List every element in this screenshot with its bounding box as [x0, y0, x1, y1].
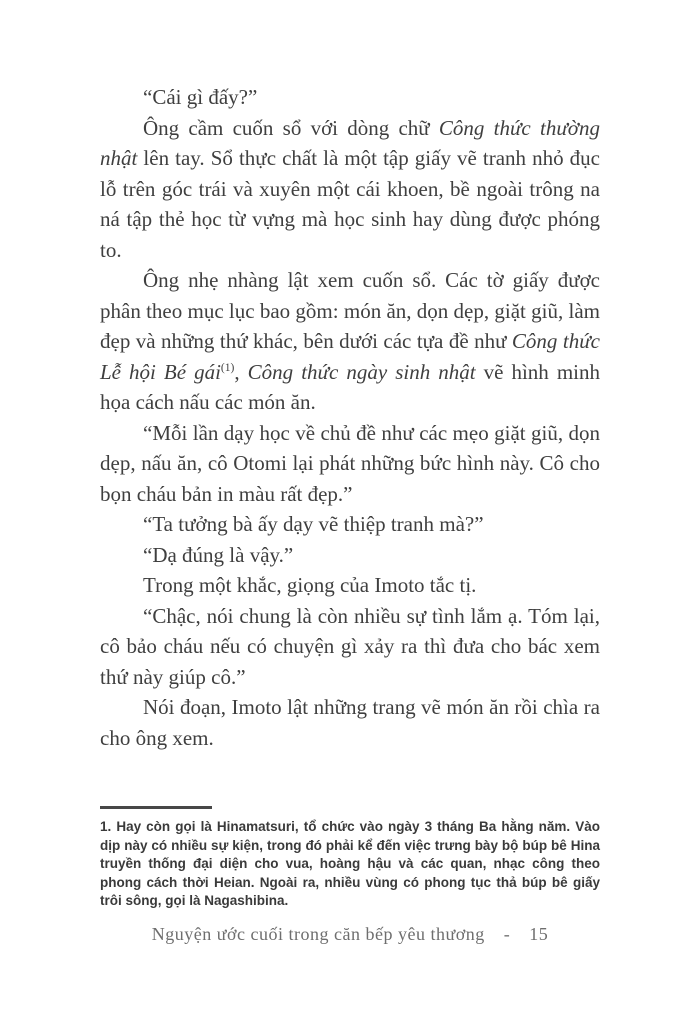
text-run: Nói đoạn, Imoto lật những trang vẽ món ăn rồi chìa ra cho ông xem. [100, 695, 600, 750]
text-run: Công thức ngày sinh nhật [247, 359, 476, 384]
paragraph [100, 113, 600, 266]
paragraph [100, 570, 600, 601]
footer-page-number: 15 [529, 924, 549, 944]
text-run: “Dạ đúng là vậy.” [143, 542, 294, 567]
text-run: , [234, 359, 248, 384]
paragraph [100, 82, 600, 113]
text-run: “Mỗi lần dạy học về chủ đề như các mẹo giặt giũ, dọn dẹp, nấu ăn, cô Otomi lại phát những bức hình này. Cô cho bọn cháu bản in màu rất đẹp.” [100, 420, 600, 506]
footnote-section [100, 806, 600, 911]
paragraph [100, 509, 600, 540]
text-run: “Chậc, nói chung là còn nhiều sự tình lắm ạ. Tóm lại, cô bảo cháu nếu có chuyện gì xảy ra thì đưa cho bác xem thứ này giúp cô.” [100, 603, 600, 689]
footnote-reference: (1) [220, 361, 235, 374]
footer-book-title: Nguyện ước cuối trong căn bếp yêu thương [151, 924, 485, 944]
footer-separator: - [503, 924, 511, 944]
paragraph [100, 418, 600, 510]
paragraph [100, 692, 600, 753]
footnote-divider [100, 806, 212, 809]
paragraph [100, 540, 600, 571]
text-run: Công thức Lễ hội Bé gái [100, 329, 600, 384]
body-text [100, 82, 600, 753]
paragraph [100, 601, 600, 693]
page-footer [0, 924, 700, 945]
text-run: lên tay. Sổ thực chất là một tập giấy vẽ tranh nhỏ đục lỗ trên góc trái và xuyên một cái khoen, bề ngoài trông na ná tập thẻ học từ vựng mà học sinh hay dùng được phóng to. [100, 146, 600, 262]
paragraph [100, 265, 600, 418]
text-run: “Ta tưởng bà ấy dạy vẽ thiệp tranh mà?” [143, 512, 484, 536]
text-run: Công thức thường nhật [100, 115, 600, 170]
text-run: Ông nhẹ nhàng lật xem cuốn sổ. Các tờ giấy được phân theo mục lục bao gồm: món ăn, dọn dẹp, giặt giũ, làm đẹp và những thứ khác, bên dưới các tựa đề như [100, 268, 600, 353]
text-run: “Cái gì đấy?” [143, 85, 258, 109]
text-run: Trong một khắc, giọng của Imoto tắc tị. [143, 573, 477, 597]
footnote-text: 1. Hay còn gọi là Hinamatsuri, tổ chức vào ngày 3 tháng Ba hằng năm. Vào dịp này có nhiều sự kiện, trong đó phải kể đến việc trưng bày bộ búp bê Hina truyền thống đại diện cho vua, hoàng hậu và các quan, nhạc công theo phong cách thời Heian. Ngoài ra, nhiều vùng có phong tục thả búp bê giấy trôi sông, gọi là Nagashibina. [100, 819, 600, 908]
text-run: vẽ hình minh họa cách nấu các món ăn. [100, 359, 600, 414]
text-run: Ông cầm cuốn sổ với dòng chữ [143, 115, 439, 140]
